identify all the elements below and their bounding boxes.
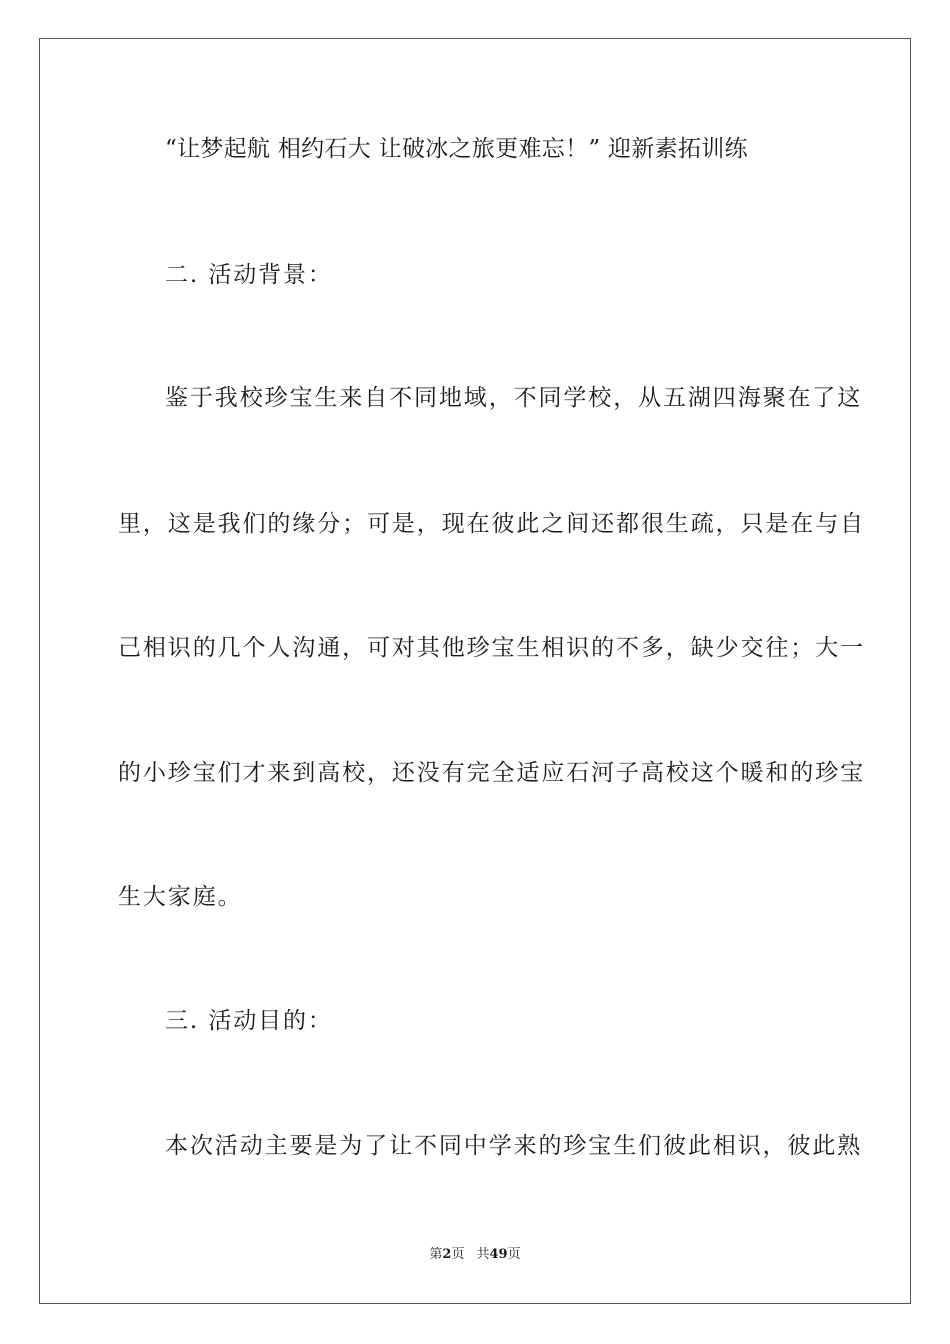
paragraph-line: 鉴于我校珍宝生来自不同地域，不同学校，从五湖四海聚在了这 [165, 385, 863, 411]
paragraph-line: 的小珍宝们才来到高校，还没有完全适应石河子高校这个暖和的珍宝 [118, 760, 865, 786]
paragraph-line: 本次活动主要是为了让不同中学来的珍宝生们彼此相识，彼此熟 [165, 1133, 863, 1159]
section-heading-background: 二. 活动背景： [165, 262, 333, 288]
paragraph-line: 生大家庭。 [118, 884, 243, 910]
footer-total-suffix: 页 [507, 1247, 521, 1262]
paragraph-line: 里，这是我们的缘分；可是，现在彼此之间还都很生疏，只是在与自 [118, 511, 865, 537]
footer-page-suffix: 页 [451, 1247, 465, 1262]
document-title: “让梦起航 相约石大 让破冰之旅更难忘！” 迎新素拓训练 [165, 136, 748, 162]
page-border [39, 38, 911, 1304]
section-heading-purpose: 三. 活动目的： [165, 1008, 333, 1034]
paragraph-line: 己相识的几个人沟通，可对其他珍宝生相识的不多，缺少交往；大一 [118, 635, 865, 661]
footer-page-number: 2 [442, 1247, 452, 1262]
footer-total-pages: 49 [489, 1247, 508, 1262]
page-footer [0, 1246, 950, 1264]
footer-total-prefix: 共 [476, 1247, 490, 1262]
footer-page-prefix: 第 [429, 1247, 443, 1262]
